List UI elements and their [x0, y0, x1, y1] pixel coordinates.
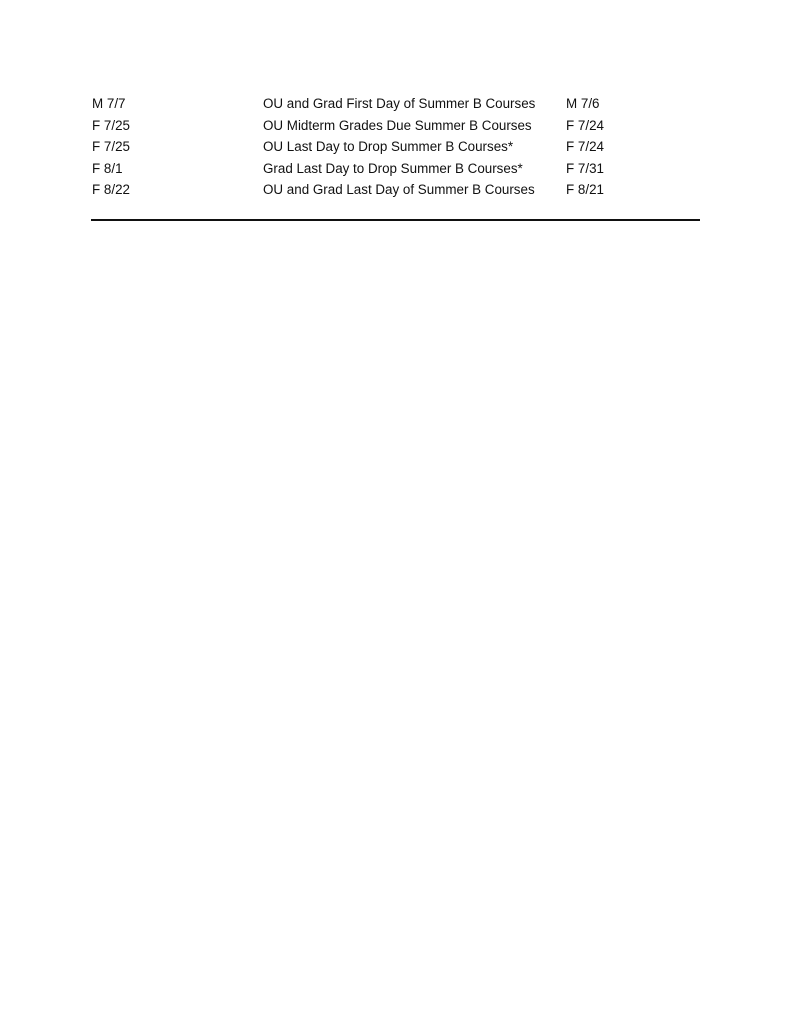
horizontal-divider	[91, 219, 700, 221]
schedule-row	[92, 136, 702, 158]
date-cell: F 8/22	[92, 182, 130, 197]
date-cell: F 8/1	[92, 160, 123, 176]
schedule-row	[92, 93, 702, 115]
date-cell: F 7/25	[92, 139, 130, 154]
event-cell: OU Midterm Grades Due Summer B Courses	[263, 117, 532, 133]
alt-date-cell: F 8/21	[566, 182, 604, 197]
alt-date-cell: F 7/31	[566, 160, 604, 176]
alt-date-cell: F 7/24	[566, 139, 604, 154]
event-cell: OU and Grad Last Day of Summer B Courses	[263, 182, 535, 197]
event-cell: Grad Last Day to Drop Summer B Courses*	[263, 160, 523, 176]
alt-date-cell: M 7/6	[566, 96, 600, 111]
summer-b-schedule-table	[92, 93, 702, 201]
schedule-row	[92, 179, 702, 201]
date-cell: M 7/7	[92, 96, 126, 111]
schedule-row	[92, 158, 702, 180]
date-cell: F 7/25	[92, 117, 130, 133]
event-cell: OU and Grad First Day of Summer B Courses	[263, 96, 536, 111]
schedule-row	[92, 115, 702, 137]
alt-date-cell: F 7/24	[566, 117, 604, 133]
event-cell: OU Last Day to Drop Summer B Courses*	[263, 139, 514, 154]
